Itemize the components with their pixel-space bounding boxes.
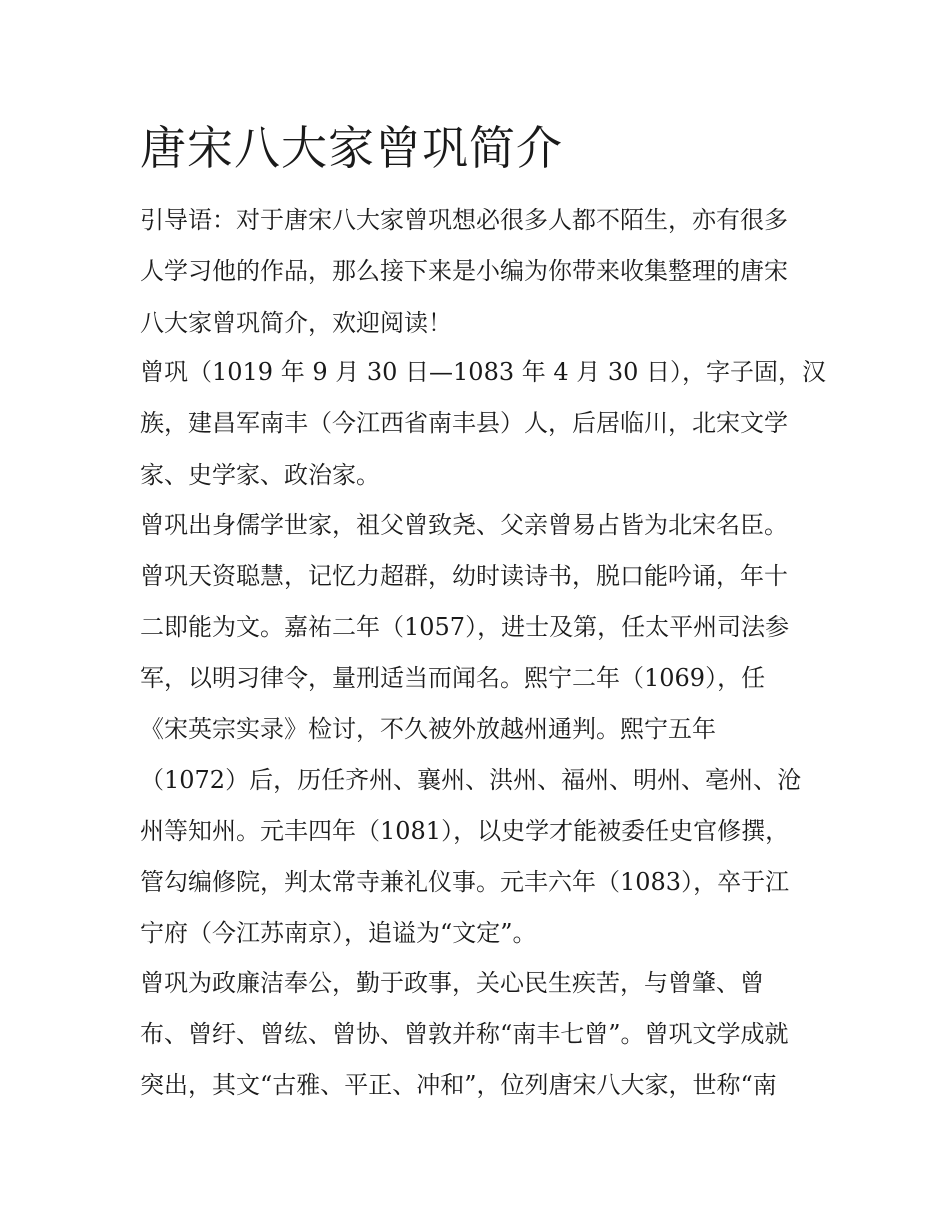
text-line: 管勾编修院，判太常寺兼礼仪事。元丰六年（1083），卒于江 [140,868,790,896]
text-line: 族，建昌军南丰（今江西省南丰县）人，后居临川，北宋文学 [140,409,788,437]
document-title: 唐宋八大家曾巩简介 [140,121,563,175]
text-line: 布、曾纡、曾纮、曾协、曾敦并称“南丰七曾”。曾巩文学成就 [140,1020,789,1048]
text-line: 引导语：对于唐宋八大家曾巩想必很多人都不陌生，亦有很多 [140,206,788,234]
text-line: （1072）后，历任齐州、襄州、洪州、福州、明州、亳州、沧 [140,766,802,794]
text-line: 曾巩出身儒学世家，祖父曾致尧、父亲曾易占皆为北宋名臣。 [140,511,788,539]
text-line: 《宋英宗实录》检讨，不久被外放越州通判。熙宁五年 [140,715,716,743]
text-line: 二即能为文。嘉祐二年（1057），进士及第，任太平州司法参 [140,613,790,641]
text-line: 曾巩天资聪慧，记忆力超群，幼时读诗书，脱口能吟诵，年十 [140,562,788,590]
text-line: 人学习他的作品，那么接下来是小编为你带来收集整理的唐宋 [140,257,788,285]
text-line: 八大家曾巩简介，欢迎阅读！ [140,309,452,337]
text-line: 曾巩为政廉洁奉公，勤于政事，关心民生疾苦，与曾肇、曾 [140,969,764,997]
text-line: 家、史学家、政治家。 [140,461,380,489]
text-line: 突出，其文“古雅、平正、冲和”，位列唐宋八大家，世称“南 [140,1071,777,1099]
text-line: 州等知州。元丰四年（1081），以史学才能被委任史官修撰， [140,817,790,845]
text-line: 曾巩（1019 年 9 月 30 日—1083 年 4 月 30 日），字子固，汉 [140,358,827,386]
text-line: 军，以明习律令，量刑适当而闻名。熙宁二年（1069），任 [140,664,766,692]
text-line: 宁府（今江苏南京），追谥为“文定”。 [140,919,537,947]
